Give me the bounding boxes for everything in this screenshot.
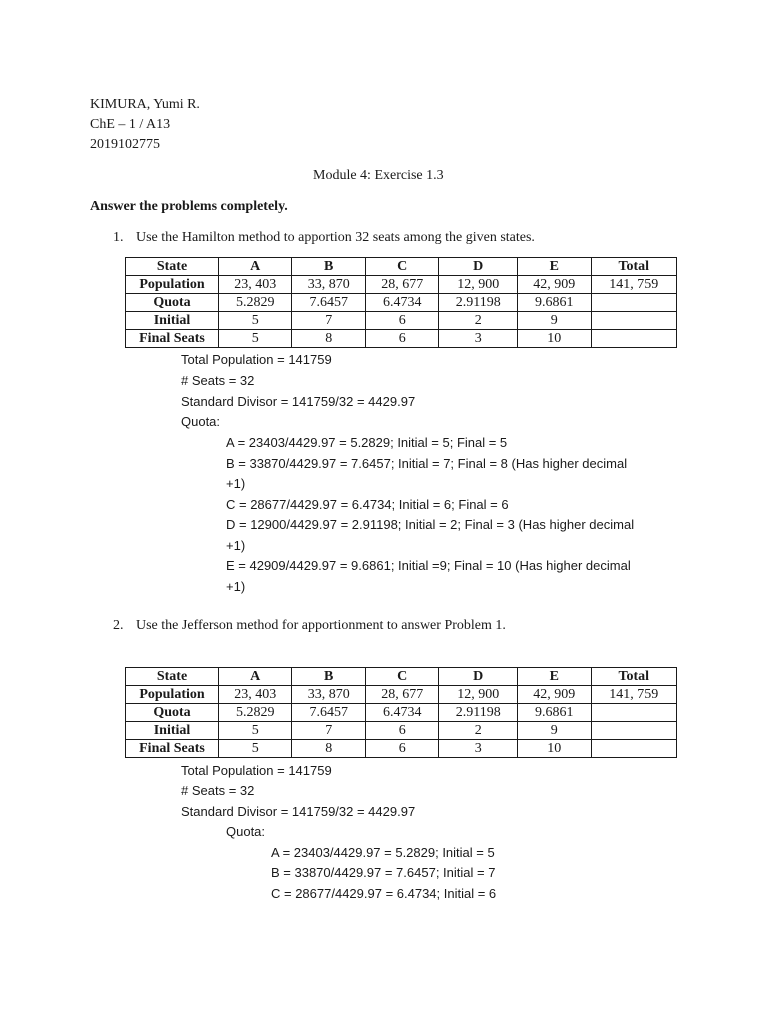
table-cell: 7	[292, 722, 365, 740]
problem-2-number: 2.	[113, 618, 124, 633]
table-cell: 33, 870	[292, 686, 365, 704]
p2-standard-divisor: Standard Divisor = 141759/32 = 4429.97	[181, 804, 416, 819]
row-label: Initial	[126, 722, 219, 740]
table-cell: 9.6861	[518, 294, 591, 312]
table-row	[126, 276, 677, 294]
table-cell: 23, 403	[219, 276, 292, 294]
table-row	[126, 740, 677, 758]
table-cell: 9.6861	[518, 704, 591, 722]
header-cell: A	[219, 668, 292, 686]
row-label: Final Seats	[126, 740, 219, 758]
table-cell: 2.91198	[439, 294, 518, 312]
table-cell: 2	[439, 722, 518, 740]
table-cell: 6	[365, 312, 438, 330]
row-label: Initial	[126, 312, 219, 330]
row-label: Quota	[126, 704, 219, 722]
row-label: Population	[126, 276, 219, 294]
table-cell: 12, 900	[439, 276, 518, 294]
table-cell	[591, 330, 676, 348]
table-cell: 6	[365, 740, 438, 758]
table-row	[126, 294, 677, 312]
table-cell: 9	[518, 722, 591, 740]
problem-2-text: Use the Jefferson method for apportionment to answer Problem 1.	[136, 618, 506, 633]
table-cell: 23, 403	[219, 686, 292, 704]
header-cell: E	[518, 668, 591, 686]
p2-quota-a: A = 23403/4429.97 = 5.2829; Initial = 5	[271, 845, 495, 860]
table-cell: 10	[518, 740, 591, 758]
table-cell	[591, 704, 676, 722]
document-title: Module 4: Exercise 1.3	[313, 168, 444, 183]
table-cell: 141, 759	[591, 276, 676, 294]
jefferson-table	[125, 667, 677, 758]
table-cell: 9	[518, 312, 591, 330]
table-row	[126, 330, 677, 348]
student-name: KIMURA, Yumi R.	[90, 97, 200, 112]
table-cell: 6.4734	[365, 704, 438, 722]
table-row	[126, 686, 677, 704]
table-cell: 28, 677	[365, 276, 438, 294]
p1-quota-b-cont: +1)	[226, 476, 246, 491]
table-cell: 2.91198	[439, 704, 518, 722]
header-cell: D	[439, 668, 518, 686]
problem-1-number: 1.	[113, 230, 124, 245]
p1-quota-e: E = 42909/4429.97 = 9.6861; Initial =9; Final = 10 (Has higher decimal	[226, 558, 631, 573]
table-row	[126, 722, 677, 740]
table-cell: 8	[292, 330, 365, 348]
header-cell: Total	[591, 668, 676, 686]
table-cell: 42, 909	[518, 276, 591, 294]
table-cell: 3	[439, 740, 518, 758]
p1-quota-b: B = 33870/4429.97 = 7.6457; Initial = 7; Final = 8 (Has higher decimal	[226, 456, 628, 471]
header-cell: C	[365, 258, 438, 276]
table-cell: 8	[292, 740, 365, 758]
row-label: Final Seats	[126, 330, 219, 348]
table-cell: 2	[439, 312, 518, 330]
p1-quota-label: Quota:	[181, 414, 221, 429]
table-header-row	[126, 258, 677, 276]
table-cell: 42, 909	[518, 686, 591, 704]
table-cell: 5	[219, 740, 292, 758]
table-cell: 141, 759	[591, 686, 676, 704]
table-row	[126, 312, 677, 330]
table-cell: 5	[219, 330, 292, 348]
table-cell: 7.6457	[292, 294, 365, 312]
table-cell: 7	[292, 312, 365, 330]
p1-quota-e-cont: +1)	[226, 579, 246, 594]
p2-total-population: Total Population = 141759	[181, 763, 332, 778]
p2-seats: # Seats = 32	[181, 783, 255, 798]
header-cell: D	[439, 258, 518, 276]
problem-1-text: Use the Hamilton method to apportion 32 seats among the given states.	[136, 230, 535, 245]
header-cell: B	[292, 668, 365, 686]
header-cell: Total	[591, 258, 676, 276]
table-cell: 28, 677	[365, 686, 438, 704]
row-label: Quota	[126, 294, 219, 312]
p2-quota-label: Quota:	[226, 824, 266, 839]
table-cell: 12, 900	[439, 686, 518, 704]
p1-seats: # Seats = 32	[181, 373, 255, 388]
p1-quota-d: D = 12900/4429.97 = 2.91198; Initial = 2; Final = 3 (Has higher decimal	[226, 517, 635, 532]
table-cell	[591, 294, 676, 312]
table-cell	[591, 312, 676, 330]
row-label: Population	[126, 686, 219, 704]
header-cell: A	[219, 258, 292, 276]
table-cell	[591, 740, 676, 758]
p1-standard-divisor: Standard Divisor = 141759/32 = 4429.97	[181, 394, 416, 409]
header-cell: E	[518, 258, 591, 276]
table-cell: 6.4734	[365, 294, 438, 312]
table-header-row	[126, 668, 677, 686]
header-cell: State	[126, 668, 219, 686]
p1-quota-a: A = 23403/4429.97 = 5.2829; Initial = 5; Final = 5	[226, 435, 508, 450]
p1-quota-d-cont: +1)	[226, 538, 246, 553]
table-row	[126, 704, 677, 722]
table-cell: 6	[365, 330, 438, 348]
p1-total-population: Total Population = 141759	[181, 352, 332, 367]
table-cell: 33, 870	[292, 276, 365, 294]
table-cell: 5.2829	[219, 294, 292, 312]
header-cell: State	[126, 258, 219, 276]
table-cell: 6	[365, 722, 438, 740]
table-cell: 10	[518, 330, 591, 348]
header-cell: C	[365, 668, 438, 686]
table-cell: 5.2829	[219, 704, 292, 722]
table-cell: 7.6457	[292, 704, 365, 722]
hamilton-table	[125, 257, 677, 348]
table-cell	[591, 722, 676, 740]
instruction: Answer the problems completely.	[90, 199, 288, 214]
table-cell: 3	[439, 330, 518, 348]
p2-quota-b: B = 33870/4429.97 = 7.6457; Initial = 7	[271, 865, 496, 880]
header-cell: B	[292, 258, 365, 276]
table-cell: 5	[219, 312, 292, 330]
student-id: 2019102775	[90, 137, 160, 152]
table-cell: 5	[219, 722, 292, 740]
p2-quota-c: C = 28677/4429.97 = 6.4734; Initial = 6	[271, 886, 497, 901]
student-section: ChE – 1 / A13	[90, 117, 171, 132]
p1-quota-c: C = 28677/4429.97 = 6.4734; Initial = 6; Final = 6	[226, 497, 509, 512]
